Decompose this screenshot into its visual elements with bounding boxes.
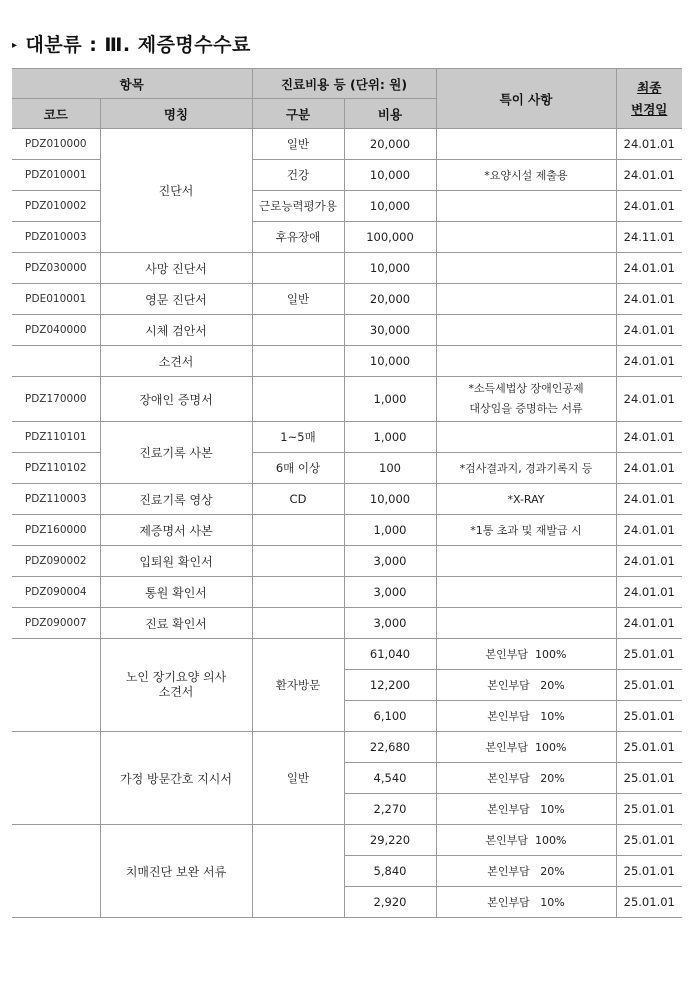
updated-cell: 24.01.01: [616, 453, 682, 484]
updated-cell: 24.11.01: [616, 222, 682, 253]
code-cell: PDZ010000: [12, 129, 100, 160]
category-cell: 일반: [252, 284, 344, 315]
category-cell: [252, 546, 344, 577]
note-cell: [436, 346, 616, 377]
note-cell: *X-RAY: [436, 484, 616, 515]
name-line: 노인 장기요양 의사: [125, 670, 227, 684]
name-cell: 가정 방문간호 지시서: [100, 732, 252, 825]
cost-cell: 100: [344, 453, 436, 484]
updated-cell: 25.01.01: [616, 825, 682, 856]
note-cell: 본인부담 100%: [436, 825, 616, 856]
code-cell: [12, 639, 100, 732]
updated-cell: 25.01.01: [616, 887, 682, 918]
updated-cell: 24.01.01: [616, 160, 682, 191]
updated-cell: 25.01.01: [616, 732, 682, 763]
name-cell: 진료 확인서: [100, 608, 252, 639]
category-cell: 일반: [252, 129, 344, 160]
cost-cell: 12,200: [344, 670, 436, 701]
updated-cell: 25.01.01: [616, 670, 682, 701]
table-row: [12, 577, 682, 608]
header-updated: [616, 69, 682, 129]
updated-cell: 25.01.01: [616, 763, 682, 794]
cost-cell: 1,000: [344, 377, 436, 422]
table-row: [12, 608, 682, 639]
code-cell: PDZ090007: [12, 608, 100, 639]
updated-cell: 25.01.01: [616, 794, 682, 825]
note-cell: 본인부담 10%: [436, 887, 616, 918]
cost-cell: 20,000: [344, 284, 436, 315]
cost-cell: 20,000: [344, 129, 436, 160]
note-cell: 본인부담 10%: [436, 794, 616, 825]
table-row: [12, 825, 682, 856]
cost-cell: 10,000: [344, 160, 436, 191]
name-cell: 장애인 증명서: [100, 377, 252, 422]
category-cell: [252, 315, 344, 346]
name-cell: 치매진단 보완 서류: [100, 825, 252, 918]
category-cell: 1~5매: [252, 422, 344, 453]
cost-cell: 22,680: [344, 732, 436, 763]
updated-cell: 24.01.01: [616, 515, 682, 546]
cost-cell: 5,840: [344, 856, 436, 887]
category-cell: 건강: [252, 160, 344, 191]
updated-cell: 24.01.01: [616, 253, 682, 284]
category-cell: [252, 515, 344, 546]
code-cell: PDZ030000: [12, 253, 100, 284]
cost-cell: 3,000: [344, 577, 436, 608]
header-name: 명칭: [100, 99, 252, 129]
note-cell: [436, 253, 616, 284]
updated-cell: 24.01.01: [616, 422, 682, 453]
table-row: [12, 546, 682, 577]
header-updated-line2: 변경일: [631, 101, 668, 117]
category-cell: [252, 608, 344, 639]
name-cell: 제증명서 사본: [100, 515, 252, 546]
note-cell: [436, 284, 616, 315]
cost-cell: 2,920: [344, 887, 436, 918]
code-cell: PDE010001: [12, 284, 100, 315]
code-cell: PDZ110101: [12, 422, 100, 453]
code-cell: PDZ090004: [12, 577, 100, 608]
note-cell: [436, 546, 616, 577]
code-cell: PDZ110102: [12, 453, 100, 484]
code-cell: PDZ110003: [12, 484, 100, 515]
updated-cell: 24.01.01: [616, 346, 682, 377]
category-cell: 일반: [252, 732, 344, 825]
note-cell: *1통 초과 및 재발급 시: [436, 515, 616, 546]
header-category: 구분: [252, 99, 344, 129]
note-cell: [436, 191, 616, 222]
updated-cell: 24.01.01: [616, 191, 682, 222]
note-cell: 본인부담 20%: [436, 763, 616, 794]
title-text: 대분류 : Ⅲ. 제증명수수료: [25, 34, 251, 56]
name-line: 소견서: [158, 685, 194, 699]
code-cell: PDZ010001: [12, 160, 100, 191]
note-cell: 본인부담 100%: [436, 732, 616, 763]
header-item: 항목: [12, 69, 252, 99]
code-cell: [12, 825, 100, 918]
updated-cell: 24.01.01: [616, 315, 682, 346]
name-cell: [100, 639, 252, 732]
table-row: [12, 315, 682, 346]
note-cell: 본인부담 20%: [436, 670, 616, 701]
category-cell: 6매 이상: [252, 453, 344, 484]
table-row: [12, 129, 682, 160]
updated-cell: 25.01.01: [616, 856, 682, 887]
name-cell: 진료기록 사본: [100, 422, 252, 484]
table-row: [12, 639, 682, 670]
category-cell: 환자방문: [252, 639, 344, 732]
category-cell: CD: [252, 484, 344, 515]
note-line: 대상임을 증명하는 서류: [469, 402, 583, 415]
cost-cell: 10,000: [344, 346, 436, 377]
updated-cell: 24.01.01: [616, 484, 682, 515]
note-cell: [436, 315, 616, 346]
note-cell: [436, 129, 616, 160]
note-cell: *요양시설 제출용: [436, 160, 616, 191]
category-cell: [252, 577, 344, 608]
name-cell: 통원 확인서: [100, 577, 252, 608]
code-cell: PDZ170000: [12, 377, 100, 422]
cost-cell: 6,100: [344, 701, 436, 732]
note-cell: 본인부담 100%: [436, 639, 616, 670]
table-row: [12, 515, 682, 546]
code-cell: PDZ090002: [12, 546, 100, 577]
note-line: *소득세법상 장애인공제: [468, 382, 584, 395]
note-cell: 본인부담 10%: [436, 701, 616, 732]
name-cell: 입퇴원 확인서: [100, 546, 252, 577]
header-cost-group: 진료비용 등 (단위: 원): [252, 69, 436, 99]
note-cell: [436, 222, 616, 253]
category-cell: 후유장애: [252, 222, 344, 253]
header-updated-line1: 최종: [637, 79, 662, 95]
note-cell: 본인부담 20%: [436, 856, 616, 887]
code-cell: PDZ160000: [12, 515, 100, 546]
code-cell: [12, 346, 100, 377]
note-cell: [436, 377, 616, 422]
name-cell: 소견서: [100, 346, 252, 377]
cost-cell: 61,040: [344, 639, 436, 670]
cost-cell: 10,000: [344, 484, 436, 515]
cost-cell: 3,000: [344, 546, 436, 577]
code-cell: PDZ040000: [12, 315, 100, 346]
code-cell: PDZ010003: [12, 222, 100, 253]
updated-cell: 25.01.01: [616, 701, 682, 732]
name-cell: 사망 진단서: [100, 253, 252, 284]
cost-cell: 3,000: [344, 608, 436, 639]
table-row: [12, 732, 682, 763]
cost-cell: 100,000: [344, 222, 436, 253]
table-row: [12, 484, 682, 515]
cost-cell: 30,000: [344, 315, 436, 346]
table-row: [12, 422, 682, 453]
category-cell: [252, 253, 344, 284]
table-row: [12, 346, 682, 377]
name-cell: 진료기록 영상: [100, 484, 252, 515]
name-cell: 진단서: [100, 129, 252, 253]
updated-cell: 24.01.01: [616, 284, 682, 315]
table-row: [12, 377, 682, 422]
name-cell: 시체 검안서: [100, 315, 252, 346]
note-cell: [436, 608, 616, 639]
header-cost: 비용: [344, 99, 436, 129]
updated-cell: 24.01.01: [616, 377, 682, 422]
title-bullet-icon: ▸: [12, 40, 18, 51]
cost-cell: 4,540: [344, 763, 436, 794]
updated-cell: 25.01.01: [616, 639, 682, 670]
cost-cell: 1,000: [344, 515, 436, 546]
category-cell: 근로능력평가용: [252, 191, 344, 222]
updated-cell: 24.01.01: [616, 577, 682, 608]
cost-cell: 2,270: [344, 794, 436, 825]
name-cell: 영문 진단서: [100, 284, 252, 315]
code-cell: [12, 732, 100, 825]
code-cell: PDZ010002: [12, 191, 100, 222]
cost-cell: 1,000: [344, 422, 436, 453]
updated-cell: 24.01.01: [616, 608, 682, 639]
cost-cell: 10,000: [344, 253, 436, 284]
header-code: 코드: [12, 99, 100, 129]
updated-cell: 24.01.01: [616, 546, 682, 577]
cost-cell: 10,000: [344, 191, 436, 222]
header-note: 특이 사항: [436, 69, 616, 129]
note-cell: *검사결과지, 경과기록지 등: [436, 453, 616, 484]
updated-cell: 24.01.01: [616, 129, 682, 160]
table-row: [12, 253, 682, 284]
table-row: [12, 284, 682, 315]
page-title: [12, 30, 251, 57]
category-cell: [252, 825, 344, 918]
category-cell: [252, 346, 344, 377]
note-cell: [436, 422, 616, 453]
fee-table: [12, 68, 682, 918]
note-cell: [436, 577, 616, 608]
category-cell: [252, 377, 344, 422]
cost-cell: 29,220: [344, 825, 436, 856]
